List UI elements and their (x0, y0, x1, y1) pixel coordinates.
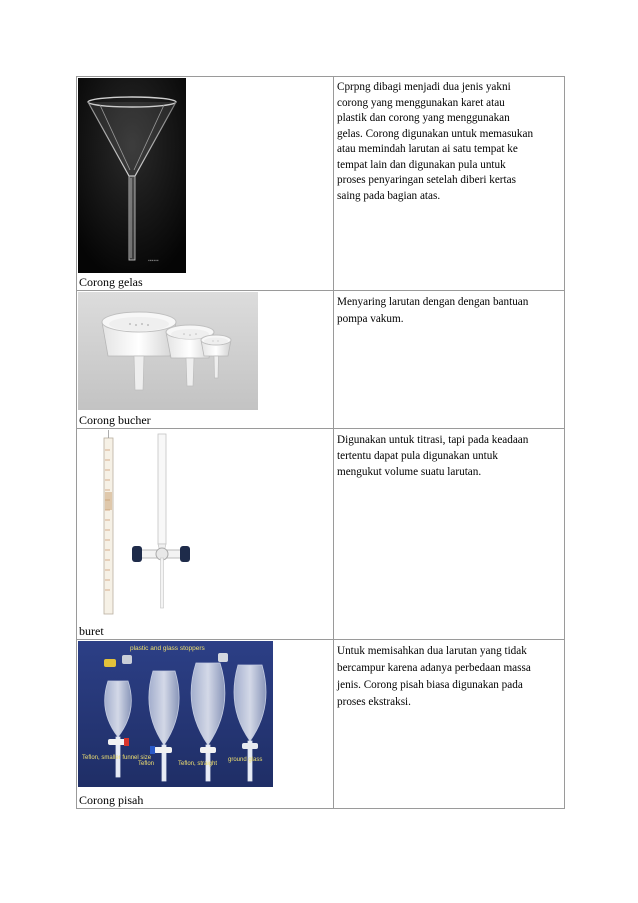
equipment-description-cell (334, 77, 565, 291)
table-row (77, 77, 565, 291)
photo-label: Teflon, smaller funnel size (82, 755, 152, 761)
equipment-description-cell (334, 640, 565, 809)
separatory-funnel-photo (78, 641, 273, 787)
equipment-description: Menyaring larutan dengan dengan bantuan pompa vakum. (337, 296, 529, 325)
equipment-image-cell (77, 77, 334, 291)
table-row (77, 429, 565, 640)
photo-label: plastic and glass stoppers (130, 645, 205, 652)
burette-photo (78, 430, 212, 620)
equipment-description: Digunakan untuk titrasi, tapi pada keadaan tertentu dapat pula digunakan untuk mengukut volume suatu larutan. (337, 434, 529, 478)
equipment-name: buret (79, 624, 104, 638)
equipment-description-cell (334, 429, 565, 640)
equipment-description: Untuk memisahkan dua larutan yang tidak bercampur karena adanya perbedaan massa jenis. Corong pisah biasa digunakan pada proses ekstraksi. (337, 645, 531, 708)
table-row (77, 291, 565, 429)
buchner-funnel-photo (78, 292, 258, 410)
equipment-name: Corong bucher (79, 413, 151, 427)
equipment-image-cell (77, 291, 334, 429)
glass-funnel-photo (78, 78, 186, 273)
equipment-name: Corong pisah (79, 793, 144, 807)
photo-label: Teflon, straight (178, 761, 218, 767)
equipment-description: Cprpng dibagi menjadi dua jenis yakni corong yang menggunakan karet atau plastik dan corong yang menggunakan gelas. Corong digunakan untuk memasukan atau memindah larutan ai satu tempat ke tempat lain dan digunakan pula untuk proses penyaringan setelah diberi kertas saing pada bagian atas. (337, 81, 534, 202)
table-row (77, 640, 565, 809)
photo-label: ground glass (228, 757, 263, 763)
equipment-description-cell (334, 291, 565, 429)
photo-label: Teflon (138, 761, 155, 767)
equipment-name: Corong gelas (79, 275, 143, 289)
svg-text:▪▪▪▪▪▪: ▪▪▪▪▪▪ (148, 258, 159, 264)
equipment-image-cell (77, 429, 334, 640)
equipment-image-cell (77, 640, 334, 809)
equipment-table (76, 76, 565, 809)
